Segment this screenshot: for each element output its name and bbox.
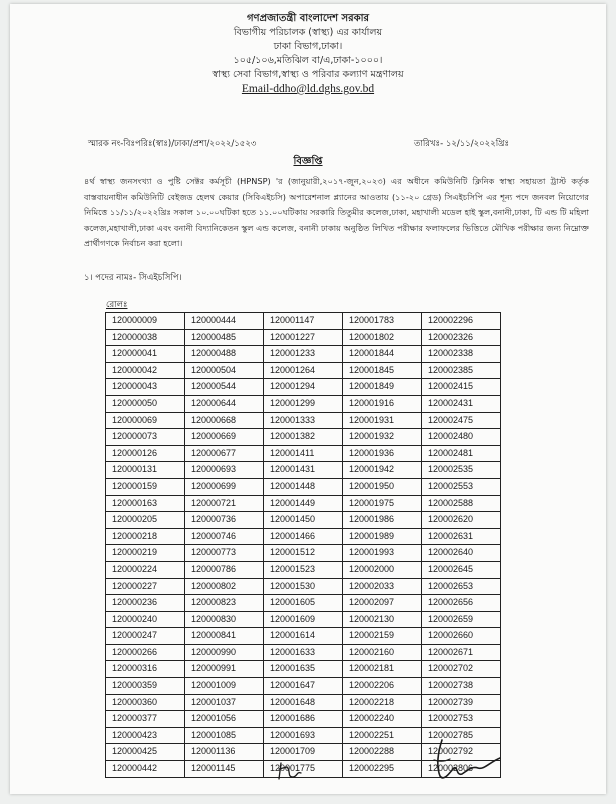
roll-number-cell: 120001931 [343,412,422,429]
roll-number-cell: 120001085 [185,727,264,744]
roll-number-cell: 120001450 [264,512,343,529]
roll-number-cell: 120002415 [422,379,501,396]
table-row [106,445,501,462]
roll-number-cell: 120002739 [422,694,501,711]
roll-number-cell: 120000224 [106,561,185,578]
roll-number-cell: 120002097 [343,595,422,612]
table-row [106,595,501,612]
roll-number-cell: 120000131 [106,462,185,479]
roll-number-cell: 120001233 [264,346,343,363]
table-row [106,495,501,512]
roll-number-cell: 120002475 [422,412,501,429]
table-row [106,528,501,545]
roll-number-cell: 120000423 [106,727,185,744]
table-row [106,346,501,363]
roll-number-cell: 120000247 [106,628,185,645]
table-row [106,578,501,595]
roll-number-cell: 120002130 [343,611,422,628]
roll-number-cell: 120000163 [106,495,185,512]
roll-number-cell: 120000677 [185,445,264,462]
table-row [106,462,501,479]
roll-number-cell: 120000425 [106,744,185,761]
office-address: ১০৫/১০৬,মতিঝিল বা/এ,ঢাকা-১০০০। [233,55,383,66]
roll-number-cell: 120002159 [343,628,422,645]
letterhead [10,12,606,96]
roll-number-cell: 120001530 [264,578,343,595]
roll-number-cell: 120000159 [106,478,185,495]
roll-number-cell: 120000236 [106,595,185,612]
roll-number-cell: 120001932 [343,429,422,446]
roll-number-cell: 120001693 [264,727,343,744]
roll-number-cell: 120001936 [343,445,422,462]
roll-number-cell: 120000359 [106,678,185,695]
roll-number-cell: 120000669 [185,429,264,446]
roll-number-cell: 120001299 [264,395,343,412]
table-row [106,313,501,330]
roll-table [105,312,501,778]
roll-number-cell: 120001633 [264,644,343,661]
roll-number-cell: 120001264 [264,362,343,379]
roll-number-cell: 120002218 [343,694,422,711]
roll-number-cell: 120002000 [343,561,422,578]
roll-number-cell: 120000360 [106,694,185,711]
roll-number-cell: 120000721 [185,495,264,512]
roll-number-cell: 120000823 [185,595,264,612]
notice-body: ৪র্থ স্বাস্থ্য জনসংখ্যা ও পুষ্টি সেক্টর কর্মসূচী (HPNSP) 'র (জানুয়ারী,২০১৭-জুন,২০২৩) এর অধীনে কমিউনিটি ক্লিনিক স্বাস্থ্য সহায়তা ট্রাস্ট কর্তৃক বাস্তবায়নাধীন কমিউনিটি বেইজড হেলথ কেয়ার (সিবিএইচসি) অপারেশনাল প্ল্যানের আওতায় (১১-২০ গ্রেড) সিএইচসিপি এর শূন্য পদে জনবল নিয়োগের নিমিত্তে ১১/১১/২০২২খ্রিঃ সকাল ১০.০০ঘটিকা হতে ১১.০০ঘটিকায় সরকারি তিতুমীর কলেজ,ঢাকা, মহাখালী মডেল হাই স্কুল,বনানী,ঢাকা, টি এন্ড টি মহিলা কলেজ,মহাখালী,ঢাকা এবং বনানী বিদ্যানিকেতন স্কুল এন্ড কলেজ, বনানী ঢাকায় অনুষ্ঠিত লিখিত পরীক্ষার ফলাফলের ভিত্তিতে মৌখিক পরীক্ষার জন্য নিম্নোক্ত প্রার্থীগণকে নির্বাচন করা হলো। [84,176,589,248]
roll-number-cell: 120002659 [422,611,501,628]
roll-number-cell: 120002033 [343,578,422,595]
notice-title: বিজ্ঞপ্তি [293,156,323,167]
roll-number-cell: 120002240 [343,711,422,728]
division-name: ঢাকা বিভাগ,ঢাকা। [273,41,343,52]
roll-number-cell: 120000042 [106,362,185,379]
office-name: বিভাগীয় পরিচালক (স্বাস্থ্য) এর কার্যালয় [233,27,383,38]
roll-number-cell: 120002645 [422,561,501,578]
roll-number-cell: 120000773 [185,545,264,562]
document-page [10,4,606,794]
table-row [106,694,501,711]
roll-number-cell: 120001942 [343,462,422,479]
roll-number-cell: 120000073 [106,429,185,446]
roll-number-cell: 120002656 [422,595,501,612]
roll-number-cell: 120001136 [185,744,264,761]
roll-number-cell: 120002480 [422,429,501,446]
roll-number-cell: 120002753 [422,711,501,728]
roll-number-cell: 120001431 [264,462,343,479]
roll-number-cell: 120000043 [106,379,185,396]
roll-number-cell: 120000485 [185,329,264,346]
roll-number-cell: 120001709 [264,744,343,761]
roll-number-cell: 120001993 [343,545,422,562]
roll-number-cell: 120002206 [343,678,422,695]
table-row [106,329,501,346]
roll-number-cell: 120000736 [185,512,264,529]
roll-number-cell: 120001986 [343,512,422,529]
table-row [106,678,501,695]
table-row [106,395,501,412]
initial-mark [275,759,305,783]
roll-number-cell: 120002385 [422,362,501,379]
roll-number-cell: 120002620 [422,512,501,529]
roll-number-cell: 120002738 [422,678,501,695]
roll-number-cell: 120000219 [106,545,185,562]
roll-number-cell: 120001950 [343,478,422,495]
roll-number-cell: 120001333 [264,412,343,429]
roll-number-cell: 120001512 [264,545,343,562]
roll-number-cell: 120000038 [106,329,185,346]
roll-number-cell: 120002588 [422,495,501,512]
roll-number-cell: 120000316 [106,661,185,678]
roll-number-cell: 120000377 [106,711,185,728]
government-title: গণপ্রজাতন্ত্রী বাংলাদেশ সরকার [247,13,369,24]
roll-number-cell: 120002660 [422,628,501,645]
roll-number-cell: 120001783 [343,313,422,330]
roll-number-cell: 120002671 [422,644,501,661]
roll-number-cell: 120002553 [422,478,501,495]
roll-number-cell: 120002338 [422,346,501,363]
roll-number-cell: 120002160 [343,644,422,661]
roll-number-cell: 120001227 [264,329,343,346]
roll-number-cell: 120001686 [264,711,343,728]
roll-number-cell: 120001648 [264,694,343,711]
roll-number-cell: 120001147 [264,313,343,330]
roll-number-cell: 120001056 [185,711,264,728]
roll-number-cell: 120000444 [185,313,264,330]
table-row [106,644,501,661]
post-name-line: ১। পদের নামঃ- সিএইচসিপি। [84,273,182,283]
table-row [106,429,501,446]
roll-label: রোলঃ [106,300,128,310]
roll-number-cell: 120002288 [343,744,422,761]
memo-date: তারিখঃ- ১২/১১/২০২২খ্রিঃ [414,139,510,149]
roll-number-cell: 120001609 [264,611,343,628]
roll-number-cell: 120002806 [422,761,501,778]
roll-number-cell: 120000699 [185,478,264,495]
roll-number-cell: 120001009 [185,678,264,695]
roll-number-cell: 120001605 [264,595,343,612]
roll-number-cell: 120000442 [106,761,185,778]
roll-number-cell: 120001449 [264,495,343,512]
roll-number-cell: 120001845 [343,362,422,379]
roll-number-cell: 120000746 [185,528,264,545]
table-row [106,661,501,678]
roll-number-cell: 120001635 [264,661,343,678]
roll-number-cell: 120002640 [422,545,501,562]
roll-number-cell: 120002181 [343,661,422,678]
table-row [106,478,501,495]
roll-number-cell: 120001411 [264,445,343,462]
roll-number-cell: 120001466 [264,528,343,545]
roll-number-cell: 120000050 [106,395,185,412]
roll-number-cell: 120001989 [343,528,422,545]
roll-number-cell: 120002295 [343,761,422,778]
roll-number-cell: 120002535 [422,462,501,479]
roll-number-cell: 120001775 [264,761,343,778]
memo-number: স্মারক নং-বিঃপরিঃ(স্বাঃ)/ঢাকা/প্রশা/২০২২/১৫২৩ [88,139,257,149]
table-row [106,711,501,728]
roll-number-cell: 120000240 [106,611,185,628]
roll-number-cell: 120000544 [185,379,264,396]
roll-number-cell: 120000802 [185,578,264,595]
roll-number-cell: 120002326 [422,329,501,346]
roll-number-cell: 120000693 [185,462,264,479]
table-row [106,379,501,396]
roll-number-cell: 120001382 [264,429,343,446]
roll-number-cell: 120000991 [185,661,264,678]
table-row [106,412,501,429]
roll-number-cell: 120001802 [343,329,422,346]
table-row [106,512,501,529]
roll-number-cell: 120001916 [343,395,422,412]
roll-number-cell: 120002296 [422,313,501,330]
roll-number-cell: 120002251 [343,727,422,744]
roll-number-cell: 120002792 [422,744,501,761]
roll-number-cell: 120000488 [185,346,264,363]
table-row [106,611,501,628]
ministry-name: স্বাস্থ্য সেবা বিভাগ,স্বাস্থ্য ও পরিবার কল্যাণ মন্ত্রণালয় [212,69,404,80]
roll-number-cell: 120000009 [106,313,185,330]
roll-number-cell: 120002785 [422,727,501,744]
roll-number-cell: 120001647 [264,678,343,695]
roll-number-cell: 120000644 [185,395,264,412]
roll-number-cell: 120002702 [422,661,501,678]
roll-number-cell: 120000069 [106,412,185,429]
roll-number-cell: 120001975 [343,495,422,512]
roll-number-cell: 120000218 [106,528,185,545]
table-row [106,628,501,645]
roll-number-cell: 120001448 [264,478,343,495]
roll-number-cell: 120000504 [185,362,264,379]
roll-number-cell: 120002431 [422,395,501,412]
roll-number-cell: 120001844 [343,346,422,363]
roll-number-cell: 120000668 [185,412,264,429]
roll-number-cell: 120000205 [106,512,185,529]
roll-number-cell: 120002481 [422,445,501,462]
office-email: Email-ddho@ld.dghs.gov.bd [241,83,375,95]
roll-number-cell: 120002653 [422,578,501,595]
roll-number-cell: 120001523 [264,561,343,578]
roll-number-cell: 120001037 [185,694,264,711]
roll-number-cell: 120000990 [185,644,264,661]
roll-number-cell: 120000126 [106,445,185,462]
table-row [106,545,501,562]
roll-number-cell: 120000266 [106,644,185,661]
roll-number-cell: 120000841 [185,628,264,645]
signature-image [420,732,510,787]
roll-number-cell: 120000227 [106,578,185,595]
table-row [106,362,501,379]
roll-number-cell: 120001849 [343,379,422,396]
table-row [106,561,501,578]
roll-number-cell: 120000786 [185,561,264,578]
roll-number-cell: 120001294 [264,379,343,396]
roll-number-cell: 120001145 [185,761,264,778]
roll-number-cell: 120000041 [106,346,185,363]
roll-number-cell: 120002631 [422,528,501,545]
roll-number-cell: 120000830 [185,611,264,628]
roll-number-cell: 120001614 [264,628,343,645]
